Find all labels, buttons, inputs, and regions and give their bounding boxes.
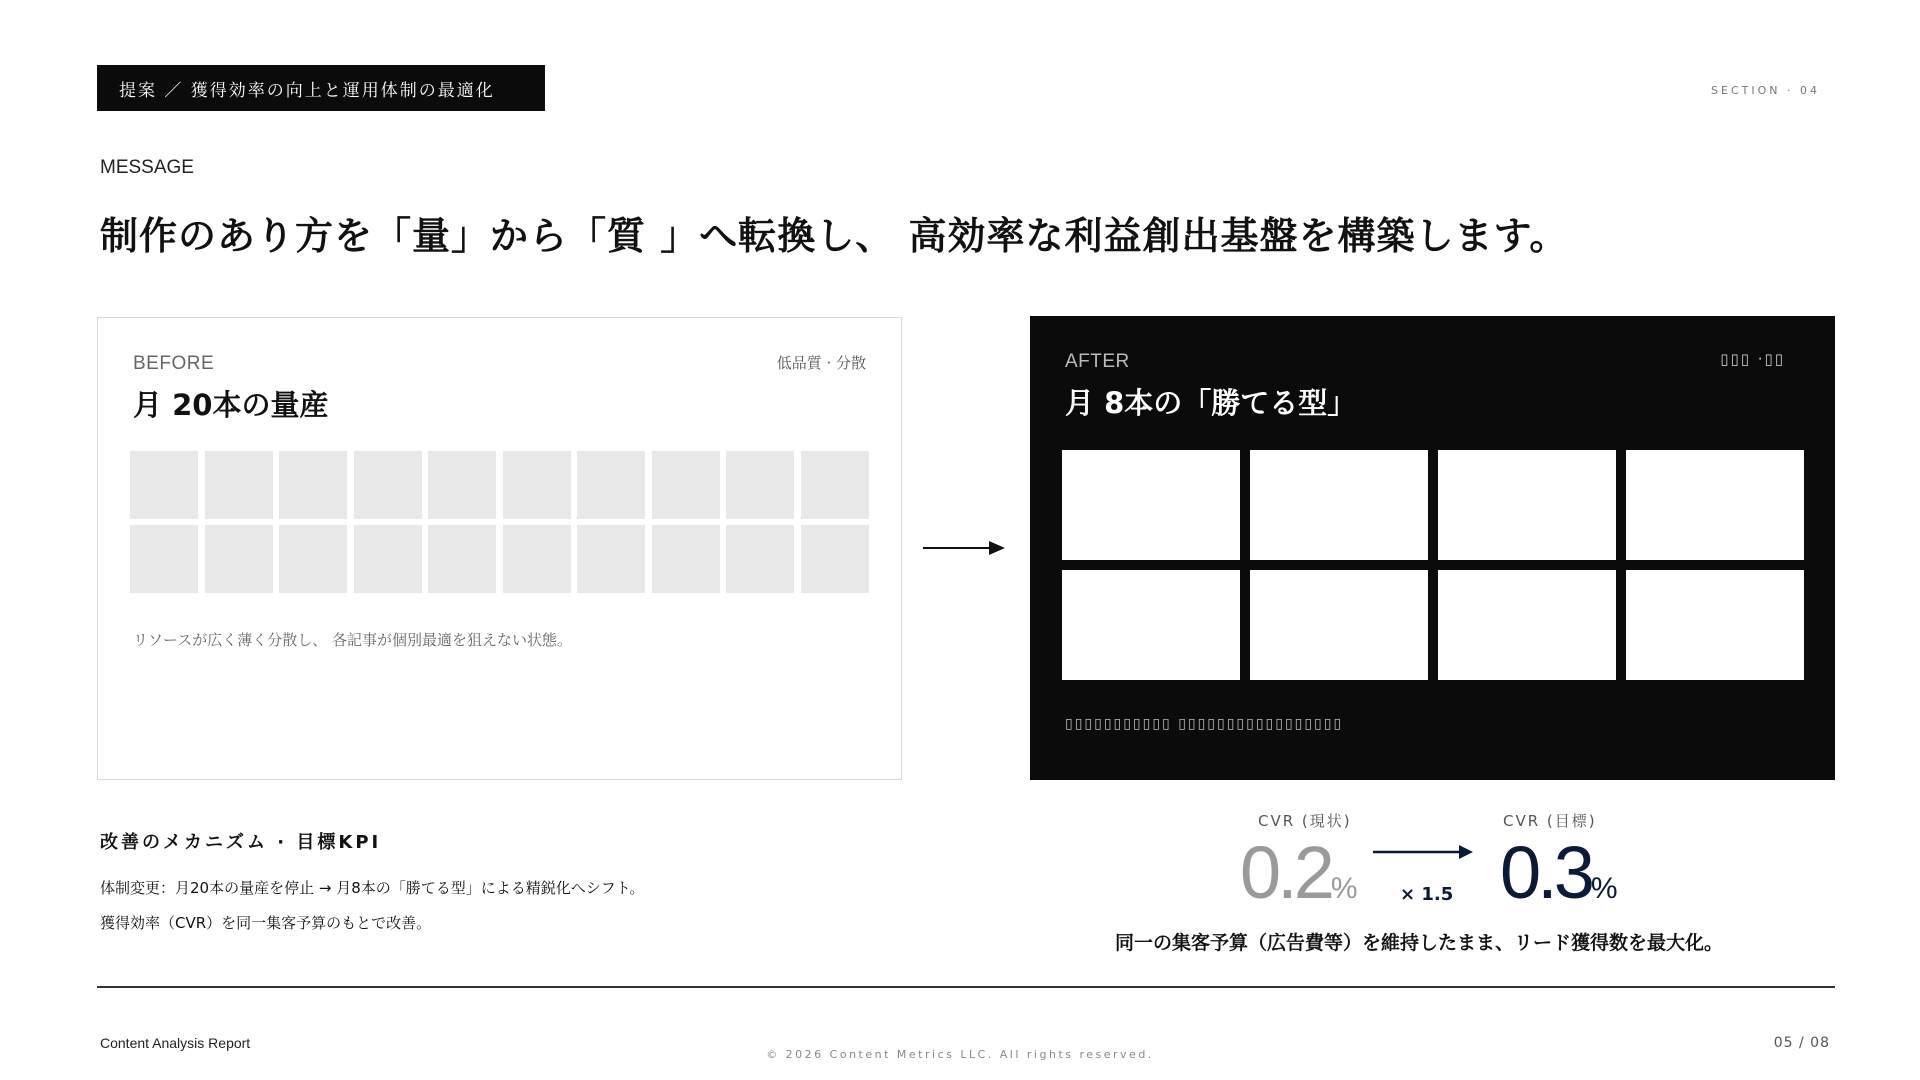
before-content-tile [652, 451, 720, 519]
footer-report-name: Content Analysis Report [100, 1035, 251, 1051]
message-label: MESSAGE [100, 157, 194, 178]
before-tile-grid [130, 451, 870, 593]
kpi-arrow-icon [1373, 842, 1473, 862]
before-content-tile [354, 451, 422, 519]
kpi-current-unit: % [1330, 872, 1358, 905]
before-content-tile [205, 525, 273, 593]
before-kicker: BEFORE [133, 353, 215, 374]
before-content-tile [503, 451, 571, 519]
section-label: SECTION · 04 [1711, 84, 1820, 97]
after-content-tile [1438, 570, 1616, 680]
kpi-current-value [1240, 831, 1358, 914]
header-tag-text: 提案 ／ 獲得効率の向上と運用体制の最適化 [119, 80, 495, 101]
after-tag: ▯▯▯ ·▯▯ [1720, 350, 1785, 368]
before-content-tile [652, 525, 720, 593]
before-content-tile [130, 525, 198, 593]
kpi-target-label: CVR (目標) [1503, 812, 1597, 830]
after-description: ▯▯▯▯▯▯▯▯▯▯▯ ▯▯▯▯▯▯▯▯▯▯▯▯▯▯▯▯▯ [1065, 716, 1344, 732]
headline: 制作のあり方を「量」から「質 」へ転換し、 高効率な利益創出基盤を構築します。 [100, 214, 1569, 258]
before-description: リソースが広く薄く分散し、 各記事が個別最適を狙えない状態。 [133, 631, 573, 649]
after-content-tile [1626, 570, 1804, 680]
transition-arrow-icon [923, 537, 1005, 559]
before-content-tile [801, 525, 869, 593]
before-content-tile [726, 451, 794, 519]
after-title: 月 8本の「勝てる型」 [1065, 386, 1357, 420]
after-content-tile [1250, 450, 1428, 560]
before-content-tile [801, 451, 869, 519]
before-content-tile [428, 451, 496, 519]
kpi-target-unit: % [1590, 872, 1618, 905]
before-content-tile [577, 525, 645, 593]
before-content-tile [279, 451, 347, 519]
after-content-tile [1062, 570, 1240, 680]
footer-divider [97, 986, 1835, 988]
after-content-tile [1062, 450, 1240, 560]
before-content-tile [726, 525, 794, 593]
before-panel [97, 317, 902, 780]
before-content-tile [577, 451, 645, 519]
before-title: 月 20本の量産 [133, 388, 329, 422]
before-content-tile [503, 525, 571, 593]
kpi-multiplier: × 1.5 [1400, 884, 1454, 905]
after-content-tile [1626, 450, 1804, 560]
header-tag [97, 65, 545, 111]
mechanism-line-2: 獲得効率（CVR）を同一集客予算のもとで改善。 [100, 914, 432, 932]
before-content-tile [428, 525, 496, 593]
kpi-current-number: 0.2 [1240, 831, 1331, 914]
before-tag: 低品質 · 分散 [776, 354, 866, 372]
kpi-target-number: 0.3 [1500, 831, 1591, 914]
after-panel [1030, 316, 1835, 780]
before-content-tile [354, 525, 422, 593]
after-content-tile [1438, 450, 1616, 560]
after-tile-grid [1062, 450, 1803, 680]
before-content-tile [130, 451, 198, 519]
after-kicker: AFTER [1065, 351, 1130, 372]
mechanism-line-1: 体制変更：月20本の量産を停止 → 月8本の「勝てる型」による精鋭化へシフト。 [100, 879, 645, 897]
before-content-tile [205, 451, 273, 519]
kpi-current-label: CVR (現状) [1258, 812, 1352, 830]
after-content-tile [1250, 570, 1428, 680]
kpi-target-value [1500, 831, 1618, 914]
footer-page-number: 05 / 08 [1773, 1035, 1830, 1051]
kpi-caption: 同一の集客予算（広告費等）を維持したまま、リード獲得数を最大化。 [1115, 932, 1724, 954]
before-content-tile [279, 525, 347, 593]
mechanism-title: 改善のメカニズム · 目標KPI [100, 832, 382, 853]
footer-copyright: © 2026 Content Metrics LLC. All rights reserved. [766, 1048, 1154, 1061]
